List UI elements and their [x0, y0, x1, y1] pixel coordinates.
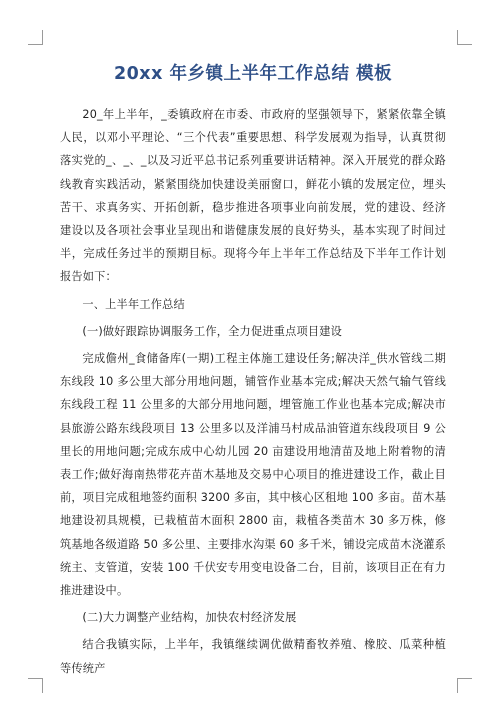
document-page — [60, 60, 446, 680]
body-paragraph: 结合我镇实际，上半年，我镇继续调优做精畜牧养殖、橡胶、瓜菜种植等传统产 — [60, 638, 446, 675]
subsection-heading: (一)做好跟踪协调服务工作，全力促进重点项目建设 — [82, 324, 343, 338]
subsection-heading: (二)大力调整产业结构，加快农村经济发展 — [82, 611, 297, 625]
intro-paragraph: 20_年上半年，_委镇政府在市委、市政府的坚强领导下，紧紧依靠全镇人民，以邓小平理论、“三个代表”重要思想、科学发展观为指导，认真贯彻落实党的_、_、_以及习近平总书记系列重要讲话精神。深入开展党的群众路线教育实践活动，紧紧围绕加快建设美丽窗口，鲜花小镇的发展定位，埋头苦干、求真务实、开拓创新，稳步推进各项事业向前发展，党的建设、经济建设以及各项社会事业呈现出和谐健康发展的良好势头，基本实现了时间过半，完成任务过半的预期目标。现将今年上半年工作总结及下半年工作计划报告如下： — [60, 108, 446, 284]
body-paragraph: 完成儋州_食储备库(一期)工程主体施工建设任务;解决洋_供水管线二期东线段 10 多公里大部分用地问题，铺管作业基本完成;解决天然气输气管线东线段工程 11 公里多的大部分用地问题，埋管施工作业也基本完成;解决市县旅游公路东线段项目 13 公里多以及洋浦马村成品油管道东线段项目 9 公里长的用地问题;完成东成中心幼儿园 20 亩建设用地清苗及地上附着物的清表工作;做好海南热带花卉苗木基地及交易中心项目的推进建设工作，截止目前，项目完成租地签约面积 3200 多亩，其中核心区租地 100 多亩。苗木基地建设初具规模，已栽植苗木面积 2800 亩，栽植各类苗木 30 多万株，修筑基地各级道路 50 多公里、主要排水沟渠 60 多千米，铺设完成苗木浇灌系统主、支管道，安装 100 千伏安专用变电设备二台，目前，该项目正在有力推进建设中。 — [60, 352, 446, 598]
crop-mark-bottom-right — [457, 678, 472, 693]
crop-mark-bottom-left — [28, 678, 43, 693]
document-title: 20xx 年乡镇上半年工作总结 模板 — [113, 64, 393, 84]
crop-mark-top-left — [28, 30, 43, 45]
section-heading: 一、上半年工作总结 — [82, 297, 185, 311]
crop-mark-top-right — [457, 30, 472, 45]
